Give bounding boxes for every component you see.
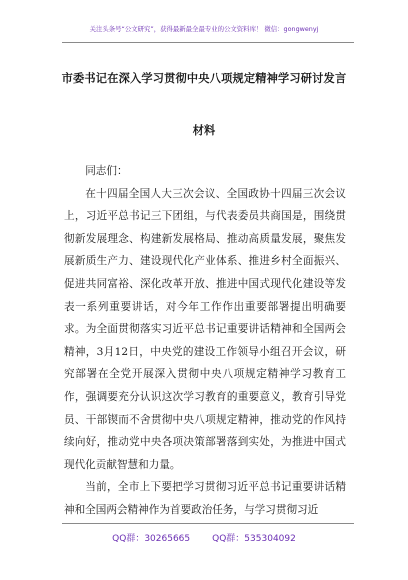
paragraph: 当前，全市上下要把学习贯彻习近平总书记重要讲话精神和全国两会精神作为首要政治任务，与学习贯彻习近	[64, 481, 346, 516]
salutation: 同志们：	[85, 165, 128, 177]
footer-contact	[0, 531, 408, 544]
paragraph: 在十四届全国人大三次会议、全国政协十四届三次会议上，习近平总书记三下团组，与代表委员共商国是，围绕贯彻新发展理念、构建新发展格局、推动高质量发展，聚焦发展新质生产力、建设现代化产业体系、推进乡村全面振兴、促进共同富裕、深化改革开放、推进中国式现代化建设等发表一系列重要讲话，对今年工作作出重要部署提出明确要求。为全面贯彻落实习近平总书记重要讲话精神和全国两会精神，3月12日，中央党的建设工作领导小组召开会议，研究部署在全党开展深入贯彻中央八项规定精神学习教育工作，强调要充分认识这次学习教育的重要意义，教育引导党员、干部锲而不舍贯彻中央八项规定精神，推动党的作风持续向好，推动党中央各项决策部署落到实处，为推进中国式现代化贡献智慧和力量。	[64, 187, 346, 471]
document-body	[64, 160, 346, 522]
footer-qq-group-1: QQ群：30265665	[112, 534, 191, 544]
document-title-continued: 材料	[192, 123, 216, 137]
footer-qq-group-2: QQ群：535304092	[212, 534, 296, 544]
header-promo-text: 关注头条号“公文研究”，获得最新最全最专业的公文资料库！ 微信：gongwenyj	[89, 25, 319, 33]
footer-divider	[62, 523, 354, 524]
header-divider	[62, 42, 354, 43]
document-title: 市委书记在深入学习贯彻中央八项规定精神学习研讨发言	[61, 71, 347, 85]
